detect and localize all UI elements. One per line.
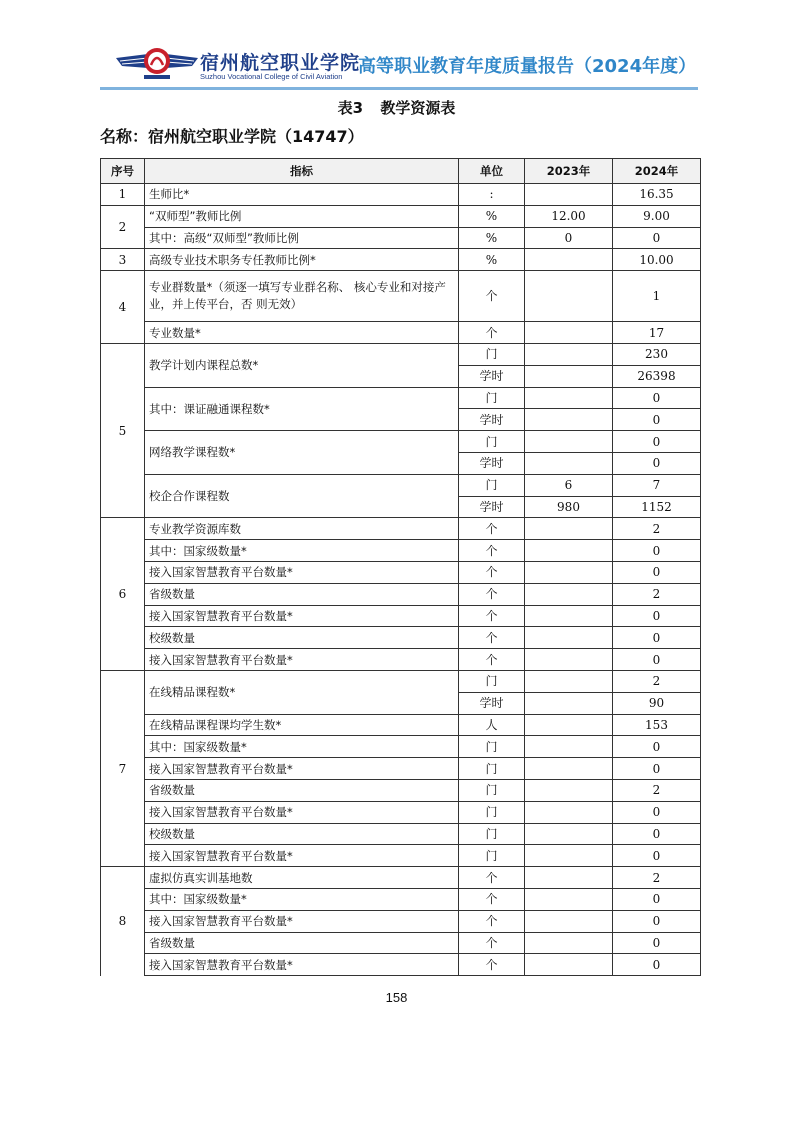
row-2023 xyxy=(525,888,613,910)
row-2024: 230 xyxy=(613,343,701,365)
table-row xyxy=(101,561,701,583)
row-2023 xyxy=(525,518,613,540)
table-row xyxy=(101,271,701,322)
row-unit: 个 xyxy=(459,605,525,627)
row-2023 xyxy=(525,714,613,736)
row-unit: 门 xyxy=(459,670,525,692)
row-2023 xyxy=(525,823,613,845)
row-2023 xyxy=(525,954,613,976)
row-2024: 0 xyxy=(613,954,701,976)
row-2024: 0 xyxy=(613,431,701,453)
row-indicator: 教学计划内课程总数* xyxy=(145,343,459,387)
row-indicator: 专业群数量*（须逐一填写专业群名称、 核心专业和对接产业，并上传平台，否 则无效） xyxy=(145,271,459,322)
row-indicator: 接入国家智慧教育平台数量* xyxy=(145,649,459,671)
row-indicator: 接入国家智慧教育平台数量* xyxy=(145,954,459,976)
row-indicator: 在线精品课程数* xyxy=(145,670,459,714)
table-row xyxy=(101,823,701,845)
row-2024: 2 xyxy=(613,779,701,801)
row-2024: 0 xyxy=(613,605,701,627)
table-row xyxy=(101,845,701,867)
row-seq: 3 xyxy=(101,249,145,271)
row-2024: 0 xyxy=(613,561,701,583)
row-indicator: 接入国家智慧教育平台数量* xyxy=(145,561,459,583)
column-header: 序号 xyxy=(101,159,145,184)
row-2023 xyxy=(525,452,613,474)
table-row xyxy=(101,227,701,249)
table-row xyxy=(101,343,701,365)
row-seq: 8 xyxy=(101,867,145,976)
table-name: 教学资源表 xyxy=(380,99,456,117)
row-indicator: 其中：国家级数量* xyxy=(145,736,459,758)
row-unit: 门 xyxy=(459,387,525,409)
row-unit: 个 xyxy=(459,649,525,671)
table-row xyxy=(101,779,701,801)
header-divider xyxy=(100,87,698,90)
row-2024: 0 xyxy=(613,910,701,932)
row-indicator: 校级数量 xyxy=(145,627,459,649)
row-2023 xyxy=(525,583,613,605)
table-row xyxy=(101,888,701,910)
row-unit: 门 xyxy=(459,343,525,365)
row-unit: 人 xyxy=(459,714,525,736)
row-2024: 0 xyxy=(613,409,701,431)
row-2024: 1152 xyxy=(613,496,701,518)
table-row xyxy=(101,758,701,780)
row-unit: 个 xyxy=(459,888,525,910)
row-indicator: 在线精品课程课均学生数* xyxy=(145,714,459,736)
column-header: 2023年 xyxy=(525,159,613,184)
row-2023 xyxy=(525,271,613,322)
table-row xyxy=(101,184,701,206)
row-2024: 0 xyxy=(613,736,701,758)
table-row xyxy=(101,583,701,605)
row-indicator: 接入国家智慧教育平台数量* xyxy=(145,605,459,627)
row-unit: % xyxy=(459,227,525,249)
row-seq: 1 xyxy=(101,184,145,206)
row-unit: % xyxy=(459,249,525,271)
row-2024: 0 xyxy=(613,387,701,409)
school-name-en: Suzhou Vocational College of Civil Aviation xyxy=(200,72,343,81)
row-unit: 学时 xyxy=(459,692,525,714)
row-indicator: “双师型”教师比例 xyxy=(145,205,459,227)
row-2024: 9.00 xyxy=(613,205,701,227)
table-row xyxy=(101,932,701,954)
row-unit: 门 xyxy=(459,758,525,780)
row-2023 xyxy=(525,910,613,932)
row-indicator: 接入国家智慧教育平台数量* xyxy=(145,910,459,932)
row-indicator: 校级数量 xyxy=(145,823,459,845)
row-2024: 16.35 xyxy=(613,184,701,206)
row-2023 xyxy=(525,649,613,671)
table-row xyxy=(101,518,701,540)
unit-name: 名称：宿州航空职业学院（14747） xyxy=(100,127,364,146)
row-indicator: 网络教学课程数* xyxy=(145,431,459,475)
row-2024: 7 xyxy=(613,474,701,496)
row-indicator: 省级数量 xyxy=(145,779,459,801)
table-row xyxy=(101,670,701,692)
row-2023 xyxy=(525,365,613,387)
row-2023 xyxy=(525,409,613,431)
row-2024: 2 xyxy=(613,670,701,692)
row-2024: 90 xyxy=(613,692,701,714)
row-unit: 学时 xyxy=(459,496,525,518)
table-row xyxy=(101,910,701,932)
table-row xyxy=(101,205,701,227)
teaching-resources-table xyxy=(100,158,701,976)
table-row xyxy=(101,714,701,736)
row-seq: 5 xyxy=(101,343,145,517)
row-indicator: 其中：国家级数量* xyxy=(145,888,459,910)
row-seq: 4 xyxy=(101,271,145,344)
row-2023 xyxy=(525,387,613,409)
row-unit: 个 xyxy=(459,867,525,889)
row-unit: 个 xyxy=(459,627,525,649)
table-header-row xyxy=(101,159,701,184)
row-2024: 2 xyxy=(613,583,701,605)
row-2023 xyxy=(525,932,613,954)
page-number: 158 xyxy=(385,990,408,1005)
row-indicator: 其中：国家级数量* xyxy=(145,540,459,562)
row-seq: 7 xyxy=(101,670,145,866)
row-2024: 0 xyxy=(613,888,701,910)
row-2024: 0 xyxy=(613,801,701,823)
row-2023: 6 xyxy=(525,474,613,496)
row-unit: 门 xyxy=(459,431,525,453)
table-row xyxy=(101,627,701,649)
row-2024: 0 xyxy=(613,932,701,954)
table-number: 表3 xyxy=(337,99,364,117)
school-name-cn: 宿州航空职业学院 xyxy=(200,52,361,74)
row-unit: 门 xyxy=(459,779,525,801)
row-2024: 0 xyxy=(613,758,701,780)
row-unit: 个 xyxy=(459,540,525,562)
row-2023 xyxy=(525,627,613,649)
row-indicator: 校企合作课程数 xyxy=(145,474,459,518)
row-2024: 0 xyxy=(613,845,701,867)
table-title xyxy=(0,97,793,118)
row-2023 xyxy=(525,779,613,801)
row-2024: 0 xyxy=(613,540,701,562)
column-header: 2024年 xyxy=(613,159,701,184)
page-header xyxy=(100,40,700,92)
row-indicator: 省级数量 xyxy=(145,583,459,605)
row-2023 xyxy=(525,322,613,344)
row-2023: 980 xyxy=(525,496,613,518)
row-2024: 2 xyxy=(613,867,701,889)
row-2024: 0 xyxy=(613,649,701,671)
row-2023 xyxy=(525,867,613,889)
row-2023 xyxy=(525,249,613,271)
row-indicator: 生师比* xyxy=(145,184,459,206)
row-2024: 0 xyxy=(613,452,701,474)
row-2023 xyxy=(525,431,613,453)
row-2024: 0 xyxy=(613,823,701,845)
table-row xyxy=(101,322,701,344)
row-2023 xyxy=(525,540,613,562)
row-unit: 个 xyxy=(459,322,525,344)
report-title: 高等职业教育年度质量报告（2024年度） xyxy=(358,56,697,77)
row-unit: % xyxy=(459,205,525,227)
row-unit: 门 xyxy=(459,823,525,845)
table-row xyxy=(101,649,701,671)
row-indicator: 高级专业技术职务专任教师比例* xyxy=(145,249,459,271)
table-row xyxy=(101,867,701,889)
row-unit: 个 xyxy=(459,271,525,322)
row-unit: 门 xyxy=(459,801,525,823)
row-2024: 1 xyxy=(613,271,701,322)
column-header: 单位 xyxy=(459,159,525,184)
college-logo-icon xyxy=(114,42,200,84)
row-unit: 个 xyxy=(459,583,525,605)
row-2023 xyxy=(525,736,613,758)
row-unit: 学时 xyxy=(459,452,525,474)
row-unit: 个 xyxy=(459,954,525,976)
row-unit: 学时 xyxy=(459,409,525,431)
row-unit: 个 xyxy=(459,910,525,932)
row-unit: 门 xyxy=(459,736,525,758)
row-indicator: 其中：高级“双师型”教师比例 xyxy=(145,227,459,249)
row-indicator: 虚拟仿真实训基地数 xyxy=(145,867,459,889)
row-indicator: 接入国家智慧教育平台数量* xyxy=(145,845,459,867)
row-seq: 6 xyxy=(101,518,145,671)
row-2023: 12.00 xyxy=(525,205,613,227)
table-row xyxy=(101,249,701,271)
row-unit: 个 xyxy=(459,518,525,540)
row-2024: 26398 xyxy=(613,365,701,387)
row-2024: 10.00 xyxy=(613,249,701,271)
row-indicator: 省级数量 xyxy=(145,932,459,954)
row-unit: 个 xyxy=(459,561,525,583)
row-unit: 门 xyxy=(459,474,525,496)
table-row xyxy=(101,801,701,823)
row-indicator: 专业数量* xyxy=(145,322,459,344)
row-2023 xyxy=(525,605,613,627)
table-row xyxy=(101,431,701,453)
row-2023: 0 xyxy=(525,227,613,249)
row-2023 xyxy=(525,184,613,206)
row-indicator: 接入国家智慧教育平台数量* xyxy=(145,801,459,823)
table-row xyxy=(101,736,701,758)
row-unit: 个 xyxy=(459,932,525,954)
row-2023 xyxy=(525,343,613,365)
row-2024: 153 xyxy=(613,714,701,736)
table-row xyxy=(101,540,701,562)
row-2024: 17 xyxy=(613,322,701,344)
row-indicator: 接入国家智慧教育平台数量* xyxy=(145,758,459,780)
row-2023 xyxy=(525,801,613,823)
row-2024: 0 xyxy=(613,227,701,249)
row-2023 xyxy=(525,758,613,780)
table-row xyxy=(101,387,701,409)
row-2023 xyxy=(525,845,613,867)
row-2023 xyxy=(525,561,613,583)
table-row xyxy=(101,605,701,627)
table-row xyxy=(101,954,701,976)
row-seq: 2 xyxy=(101,205,145,249)
row-indicator: 其中：课证融通课程数* xyxy=(145,387,459,431)
row-unit: : xyxy=(459,184,525,206)
row-2024: 2 xyxy=(613,518,701,540)
row-2023 xyxy=(525,692,613,714)
row-unit: 学时 xyxy=(459,365,525,387)
row-unit: 门 xyxy=(459,845,525,867)
row-indicator: 专业教学资源库数 xyxy=(145,518,459,540)
row-2024: 0 xyxy=(613,627,701,649)
row-2023 xyxy=(525,670,613,692)
column-header: 指标 xyxy=(145,159,459,184)
table-row xyxy=(101,474,701,496)
